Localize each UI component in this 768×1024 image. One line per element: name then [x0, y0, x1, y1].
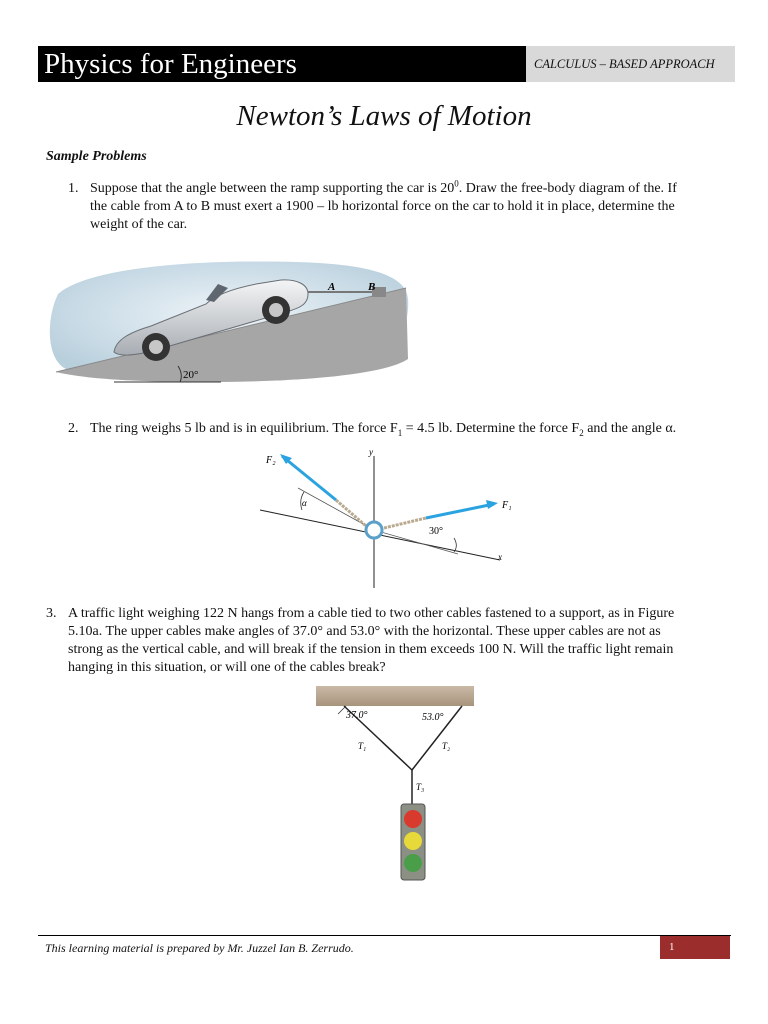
problem-number: 3. [46, 606, 57, 621]
problem-1 [68, 180, 728, 236]
label-t1: T₁ [358, 741, 367, 751]
figure-car-ramp [46, 254, 416, 389]
problem-text: A traffic light weighing 122 N hangs from a cable tied to two other cables fastened to a support, as in Figure 5.10a. The upper cables make angles of 37.0° and 53.0° with the horizontal. These upper cables are not as strong as the vertical cable, and will break if the tension in them exceeds 100 N. Will the traffic light remain hanging in this situation, or will one of the cables break? [68, 606, 675, 675]
angle-label-53: 53.0° [422, 712, 444, 723]
problem-text: The ring weighs 5 lb and is in equilibrium. The force $F_1 = 4.5$ lb. Determine the force $F_2$ and the angle α. [90, 421, 677, 438]
header-title: Physics for Engineers [38, 46, 526, 82]
angle-label-37: 37.0° [346, 710, 368, 721]
angle-label: 30° [429, 526, 443, 537]
section-heading: Sample Problems [46, 149, 147, 164]
label-y: y [369, 448, 373, 457]
label-alpha: α [302, 498, 307, 508]
label-a: A [328, 281, 336, 293]
figure-ring-forces [258, 448, 520, 590]
problem-number: 2. [68, 421, 79, 436]
page-number: 1 [660, 936, 730, 959]
label-t2: T₂ [442, 741, 451, 751]
problem-number: 1. [68, 181, 79, 196]
problem-3 [46, 605, 736, 679]
header-bar [38, 46, 735, 82]
label-b: B [368, 281, 376, 293]
page-title: Newton’s Laws of Motion [236, 100, 532, 132]
ramp-angle-label: 20° [183, 369, 199, 381]
label-t3: T₃ [416, 782, 425, 792]
problem-text: Suppose that the angle between the ramp supporting the car is $20^0$. Draw the free-body diagram of the. If the cable from A to B must exert a 1900 – lb horizontal force on the car to hold it in place, determine the weight of the car. [90, 178, 677, 232]
footer-credit: This learning material is prepared by Mr. Juzzel Ian B. Zerrudo. [45, 941, 354, 955]
label-f1: F₁ [502, 500, 512, 511]
problem-2 [68, 420, 728, 440]
label-f2: F₂ [266, 455, 276, 466]
figure-traffic-light [316, 686, 476, 886]
label-x: x [498, 552, 502, 562]
footer-divider [38, 935, 731, 936]
header-subtitle: CALCULUS – BASED APPROACH [526, 46, 735, 82]
